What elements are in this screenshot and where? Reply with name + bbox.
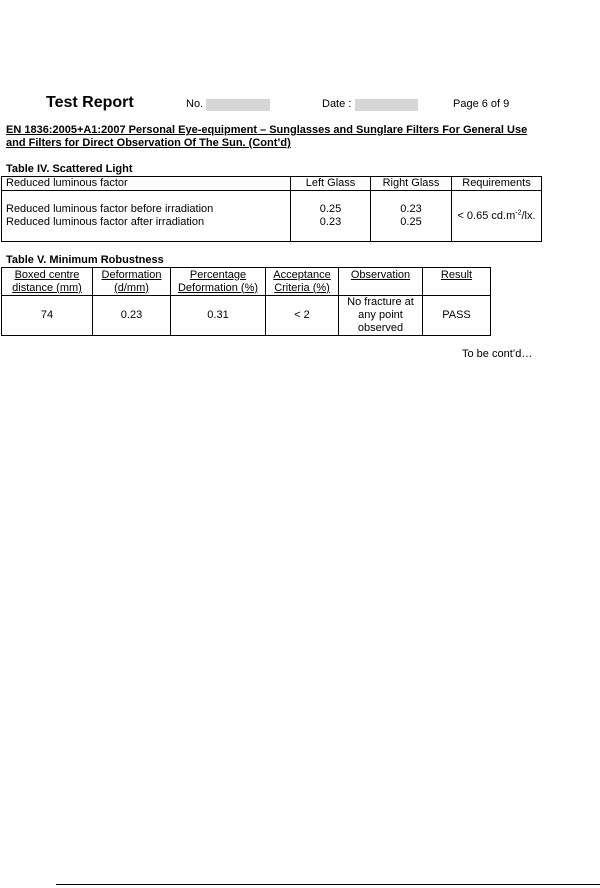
table-row [2,191,542,242]
table-cell [291,191,371,242]
table-header-cell: Deformation (d/mm) [93,268,171,296]
table-header-cell: Reduced luminous factor [2,177,291,191]
right-glass-value: 0.23 [400,203,422,215]
table-header-cell: Result [423,268,491,296]
observation-cell: No fracture at any point observed [339,296,423,336]
row-label: Reduced luminous factor before irradiation [6,203,214,215]
report-number-redacted [206,99,270,111]
report-number-label: No. [186,98,204,110]
table-header-cell: Left Glass [291,177,371,191]
requirement-superscript: -2 [515,208,522,216]
table-row [2,296,491,336]
table4-title: Table IV. Scattered Light [6,163,133,175]
table-header-cell: Right Glass [371,177,452,191]
minimum-robustness-table [1,267,491,336]
date-label: Date : [322,98,352,110]
scattered-light-table [1,176,542,242]
table-header-cell: Percentage Deformation (%) [171,268,266,296]
table-header-cell: Acceptance Criteria (%) [266,268,339,296]
percentage-cell: 0.31 [171,296,266,336]
table-header-cell: Observation [339,268,423,296]
row-label: Reduced luminous factor after irradiation [6,216,205,228]
requirement-suffix: /lx. [521,209,536,222]
result-cell: PASS [423,296,491,336]
requirement-prefix: < 0.65 cd.m [457,209,516,222]
distance-cell: 74 [2,296,93,336]
report-title: Test Report [46,94,134,111]
table-header-cell: Requirements [452,177,542,191]
table-cell [371,191,452,242]
continued-note: To be cont’d… [462,348,533,360]
standard-heading [6,124,566,150]
page-number: Page 6 of 9 [453,98,510,110]
table-header-row [2,177,542,191]
standard-heading-line2: and Filters for Direct Observation Of The Sun. (Cont’d) [6,137,291,149]
table5-title: Table V. Minimum Robustness [6,254,164,266]
table-header-cell: Boxed centre distance (mm) [2,268,93,296]
left-glass-value: 0.25 [319,203,342,215]
standard-heading-line1: EN 1836:2005+A1:2007 Personal Eye-equipment – Sunglasses and Sunglare Filters For General Use [6,124,528,136]
table-header-row [2,268,491,296]
right-glass-value: 0.25 [400,216,422,228]
deformation-cell: 0.23 [93,296,171,336]
criteria-cell: < 2 [266,296,339,336]
requirement-cell [452,191,542,242]
date-redacted [355,99,418,111]
footer-divider [56,884,600,885]
table-cell [2,191,291,242]
left-glass-value: 0.23 [319,216,342,228]
